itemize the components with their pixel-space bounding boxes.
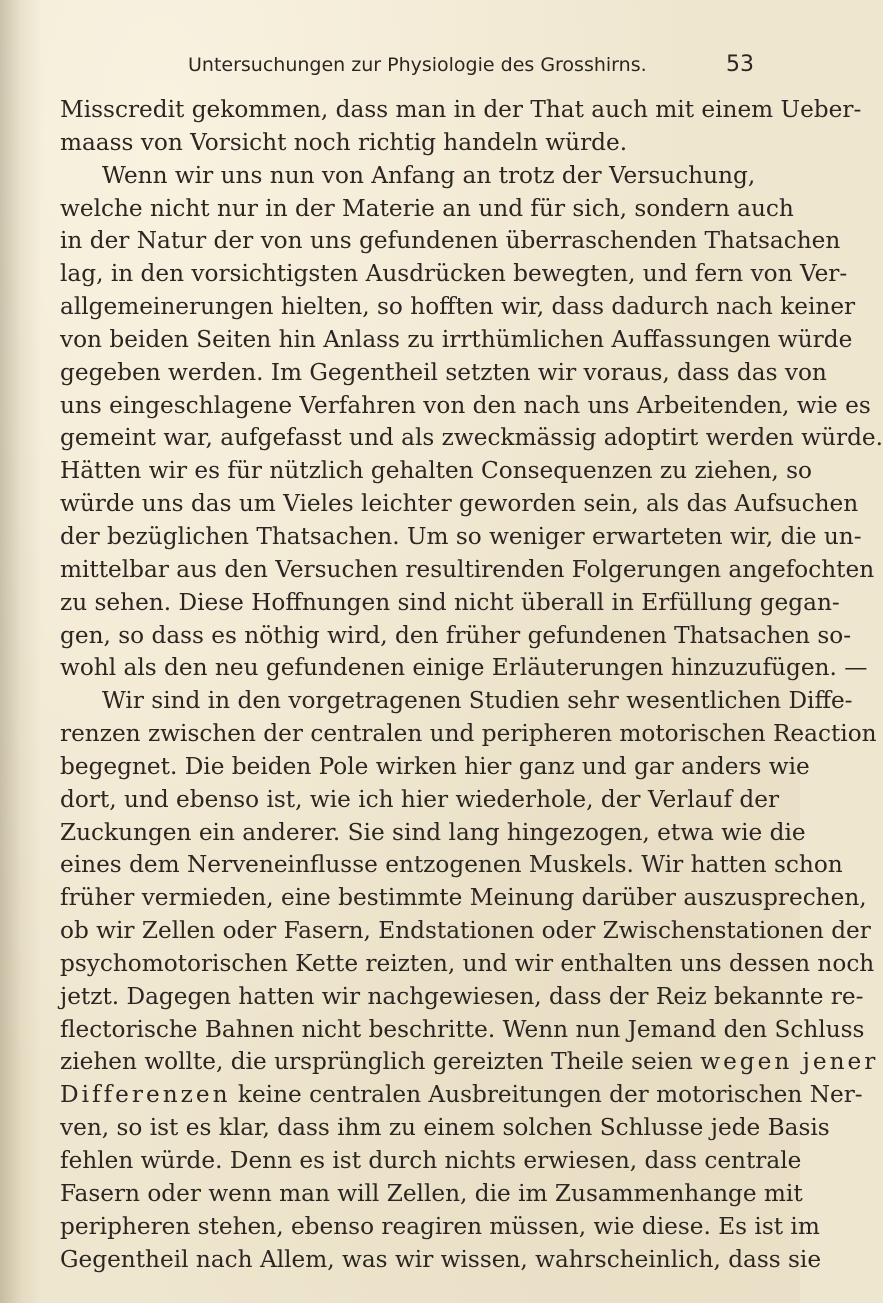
text-line: renzen zwischen der centralen und peripheren motorischen Reaction [60, 720, 877, 748]
text-line: eines dem Nerveneinflusse entzogenen Muskels. Wir hatten schon [60, 851, 843, 879]
body-text [60, 94, 883, 1276]
text-line: der bezüglichen Thatsachen. Um so weniger erwarteten wir, die un- [60, 522, 862, 550]
text-line: ob wir Zellen oder Fasern, Endstationen oder Zwischenstationen der [60, 917, 871, 945]
text-line: von beiden Seiten hin Anlass zu irrthümlichen Auffassungen würde [60, 325, 853, 353]
text-line: psychomotorischen Kette reizten, und wir enthalten uns dessen noch [60, 949, 875, 977]
text-fragment: keine centralen Ausbreitungen der motorischen Ner- [237, 1081, 863, 1109]
text-line: Hätten wir es für nützlich gehalten Consequenzen zu ziehen, so [60, 457, 812, 485]
text-line: uns eingeschlagene Verfahren von den nach uns Arbeitenden, wie es [60, 391, 871, 419]
text-line: ven, so ist es klar, dass ihm zu einem solchen Schlusse jede Basis [60, 1114, 830, 1142]
text-line: lag, in den vorsichtigsten Ausdrücken bewegten, und fern von Ver- [60, 260, 848, 288]
running-title: Untersuchungen zur Physiologie des Grosshirns. [188, 54, 647, 76]
text-line: Gegentheil nach Allem, was wir wissen, wahrscheinlich, dass sie [60, 1245, 822, 1273]
text-fragment: ziehen wollte, die ursprünglich gereizten Theile seien [60, 1048, 693, 1076]
text-line: mittelbar aus den Versuchen resultirenden Folgerungen angefochten [60, 555, 875, 583]
text-line: früher vermieden, eine bestimmte Meinung darüber auszusprechen, [60, 884, 867, 912]
text-line: dort, und ebenso ist, wie ich hier wiederhole, der Verlauf der [60, 785, 780, 813]
text-line: gen, so dass es nöthig wird, den früher gefundenen Thatsachen so- [60, 621, 852, 649]
text-line: begegnet. Die beiden Pole wirken hier ganz und gar anders wie [60, 752, 810, 780]
spine-shadow [0, 0, 42, 1303]
text-line: flectorische Bahnen nicht beschritte. Wenn nun Jemand den Schluss [60, 1015, 865, 1043]
text-line: fehlen würde. Denn es ist durch nichts erwiesen, dass centrale [60, 1147, 802, 1174]
text-line: welche nicht nur in der Materie an und für sich, sondern auch [60, 194, 794, 222]
text-line: maass von Vorsicht noch richtig handeln würde. [60, 128, 628, 156]
text-line: gemeint war, aufgefasst und als zweckmässig adoptirt werden würde. [60, 424, 883, 452]
text-line: gegeben werden. Im Gegentheil setzten wir voraus, dass das von [60, 358, 827, 386]
text-line: Misscredit gekommen, dass man in der That auch mit einem Ueber- [60, 96, 862, 123]
text-line: Wir sind in den vorgetragenen Studien sehr wesentlichen Diffe- [102, 687, 853, 715]
text-line: Zuckungen ein anderer. Sie sind lang hingezogen, etwa wie die [60, 818, 806, 846]
emphasized-text: Differenzen [60, 1081, 231, 1109]
text-line: Wenn wir uns nun von Anfang an trotz der Versuchung, [102, 161, 756, 189]
text-line: jetzt. Dagegen hatten wir nachgewiesen, dass der Reiz bekannte re- [60, 982, 864, 1010]
text-line: wohl als den neu gefundenen einige Erläuterungen hinzuzufügen. — [60, 654, 868, 682]
text-line: würde uns das um Vieles leichter geworden sein, als das Aufsuchen [60, 490, 859, 518]
text-line: allgemeinerungen hielten, so hofften wir, dass dadurch nach keiner [60, 293, 856, 321]
text-line: Fasern oder wenn man will Zellen, die im Zusammenhange mit [60, 1179, 803, 1207]
text-line-with-emphasis [60, 1046, 879, 1079]
text-line: zu sehen. Diese Hoffnungen sind nicht überall in Erfüllung gegan- [60, 588, 840, 616]
emphasized-text: wegen jener [700, 1048, 879, 1076]
page-number: 53 [726, 52, 754, 77]
running-header [108, 50, 754, 80]
text-line: peripheren stehen, ebenso reagiren müssen, wie diese. Es ist im [60, 1212, 820, 1240]
text-line-with-emphasis [60, 1079, 863, 1112]
text-line: in der Natur der von uns gefundenen überraschenden Thatsachen [60, 227, 841, 255]
